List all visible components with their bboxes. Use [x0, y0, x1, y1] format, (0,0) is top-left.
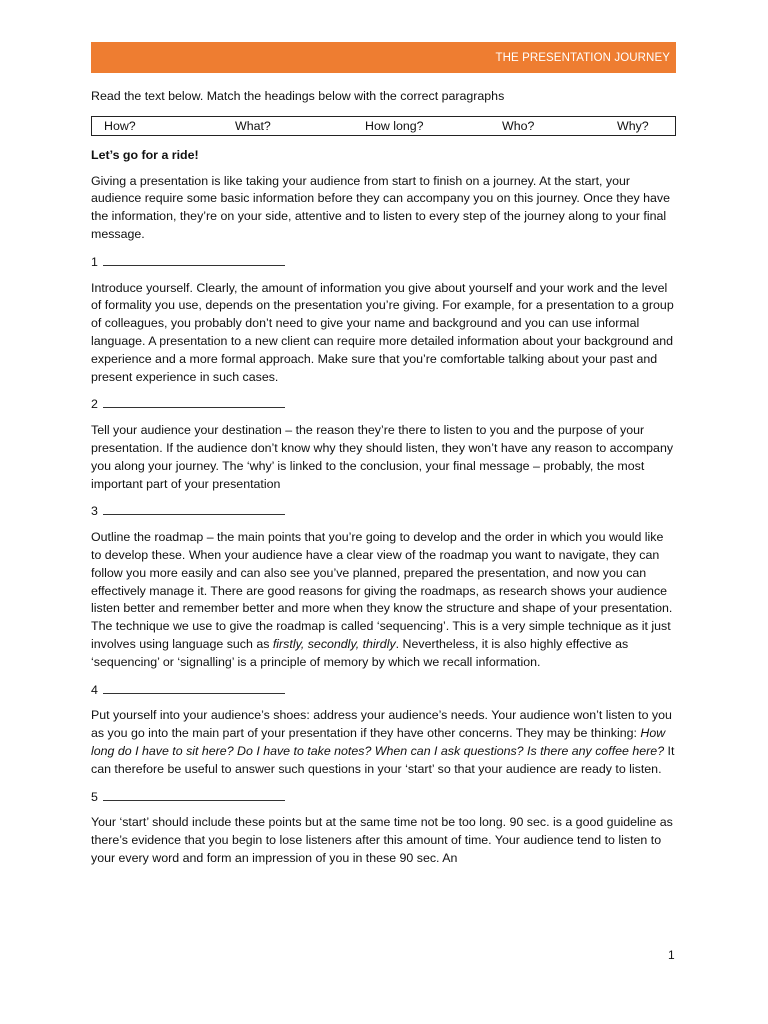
section-subtitle: Let’s go for a ride! — [91, 147, 199, 162]
answer-number: 5 — [91, 789, 98, 804]
worksheet-content — [91, 84, 676, 868]
answer-row — [91, 788, 676, 807]
answer-number: 3 — [91, 504, 98, 519]
text-run: Tell your audience your destination – the reason they’re there to listen to you and the purpose of your presentation. If the audience don’t know why they should listen, they won’t have any reason to accompany you along your journey. The ‘why’ is linked to the conclusion, your final message – probably, the most important part of your presentation — [91, 423, 674, 491]
text-run: Put yourself into your audience’s shoes: address your audience’s needs. Your audience won’t listen to you as you go into the main part of your presentation if they have other concerns. They may be thinking: — [91, 708, 672, 741]
section-paragraph — [91, 280, 676, 387]
header-title: THE PRESENTATION JOURNEY — [495, 51, 670, 64]
answer-blank[interactable] — [103, 788, 285, 801]
section-paragraph — [91, 422, 676, 493]
answer-blank[interactable] — [103, 395, 285, 408]
heading-option: Why? — [617, 118, 649, 133]
answer-blank[interactable] — [103, 681, 285, 694]
answer-row — [91, 395, 676, 414]
heading-option: How? — [104, 118, 136, 133]
intro-paragraph: Giving a presentation is like taking your audience from start to finish on a journey. At the start, your audience require some basic information before they can accompany you on this journey. Once they have the information, they’re on your side, attentive and to listen to every step of the journey along to your final message. — [91, 173, 671, 241]
text-run: Your ‘start’ should include these points but at the same time not be too long. 90 sec. is a good guideline as there’s evidence that you begin to lose listeners after this amount of time. Your audience tend to listen to your every word and form an impression of you in these 90 sec. An — [91, 815, 673, 865]
italic-text-run: firstly, secondly, thirdly — [272, 636, 396, 651]
heading-option: Who? — [502, 118, 535, 133]
text-run: Outline the roadmap – the main points that you’re going to develop and the order in which you would like to develop these. When your audience have a clear view of the roadmap you want to navigate, they can follow you more easily and can also see you’ve planned, prepared the presentation, and now you can effectively manage it. There are good reasons for giving the roadmaps, as research shows your audience listen better and remember better and more when they know the structure and shape of your presentation. The technique we use to give the roadmap is called ‘sequencing’. This is a very simple technique as it just involves using language such as — [91, 530, 673, 651]
answer-row — [91, 681, 676, 700]
italic-text-run: How long do I have to sit here? Do I have to take notes? When can I ask questions? Is there any coffee here? — [91, 726, 666, 758]
section-paragraph — [91, 529, 676, 671]
answer-number: 4 — [91, 682, 98, 697]
instructions-text: Read the text below. Match the headings below with the correct paragraphs — [91, 89, 505, 103]
section-paragraph — [91, 707, 676, 778]
answer-blank[interactable] — [103, 253, 285, 266]
text-run: Introduce yourself. Clearly, the amount of information you give about yourself and your work and the level of formality you use, depends on the presentation you’re giving. For example, for a presentation to a group of colleagues, you probably don’t need to give your name and background and you can use informal language. A presentation to a new client can require more detailed information about your background and experience and a more formal approach. Make sure that you’re comfortable talking about your past and present experience in such cases. — [91, 280, 674, 384]
answer-row — [91, 253, 676, 272]
answer-row — [91, 502, 676, 521]
text-run: It can therefore be useful to answer such questions in your ‘start’ so that your audience are ready to listen. — [91, 743, 675, 776]
answer-number: 1 — [91, 254, 98, 269]
heading-option: What? — [235, 118, 271, 133]
numbered-sections — [91, 253, 676, 868]
heading-option: How long? — [365, 118, 424, 133]
text-run: . Nevertheless, it is also highly effective as ‘sequencing’ or ‘signalling’ is a principle of memory by which we recall information. — [91, 636, 629, 669]
header-bar — [91, 42, 676, 73]
headings-box — [91, 116, 676, 136]
answer-blank[interactable] — [103, 502, 285, 515]
page-number: 1 — [668, 948, 675, 962]
answer-number: 2 — [91, 397, 98, 412]
section-paragraph — [91, 814, 676, 867]
